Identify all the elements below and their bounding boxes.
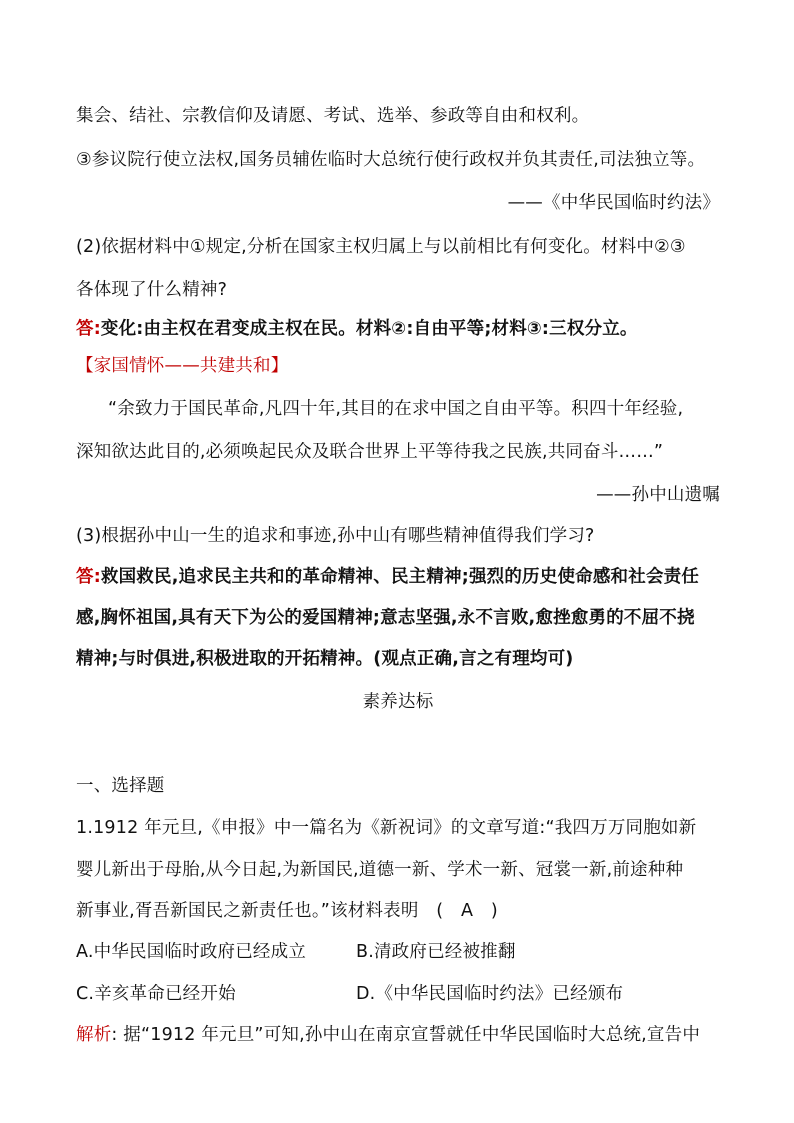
- answer-label: 答:: [76, 567, 101, 587]
- option-c: C.辛亥革命已经开始: [76, 984, 236, 1004]
- quote-source: ——孙中山遗嘱: [596, 485, 720, 505]
- answer-text: 救国救民,追求民主共和的革命精神、民主精神;强烈的历史使命感和社会责任: [100, 567, 700, 587]
- section-title: 素养达标: [362, 692, 434, 712]
- question-2-line: 各体现了什么精神?: [76, 280, 228, 300]
- answer-3-line: 感,胸怀祖国,具有天下为公的爱国精神;意志坚强,永不言败,愈挫愈勇的不屈不挠: [76, 608, 695, 628]
- analysis-label: 解析: [76, 1025, 112, 1045]
- question-1-line: 新事业,胥吾新国民之新责任也。”该材料表明 ( A ): [76, 901, 498, 921]
- question-2-line: (2)依据材料中①规定,分析在国家主权归属上与以前相比有何变化。材料中②③: [76, 237, 686, 257]
- material-source: ——《中华民国临时约法》: [507, 193, 720, 213]
- answer-2: [76, 317, 720, 341]
- part-heading: 一、选择题: [76, 776, 165, 796]
- answer-3-line: [76, 565, 720, 589]
- analysis-text: : 据“1912 年元旦”可知,孙中山在南京宣誓就任中华民国临时大总统,宣告中: [111, 1025, 701, 1045]
- question-1-line: 1.1912 年元旦,《申报》中一篇名为《新祝词》的文章写道:“我四万万同胞如新: [76, 818, 697, 838]
- option-d: D.《中华民国临时约法》已经颁布: [356, 984, 624, 1004]
- question-1-line: 婴儿新出于母胎,从今日起,为新国民,道德一新、学术一新、冠裳一新,前途种种: [76, 860, 684, 880]
- answer-text: 变化:由主权在君变成主权在民。材料②:自由平等;材料③:三权分立。: [100, 319, 638, 339]
- question-3: (3)根据孙中山一生的追求和事迹,孙中山有哪些精神值得我们学习?: [76, 526, 595, 546]
- section-tag: 【家国情怀——共建共和】: [76, 356, 289, 376]
- quote-line: 深知欲达此目的,必须唤起民众及联合世界上平等待我之民族,共同奋斗……”: [76, 442, 664, 462]
- material-line: 集会、结社、宗教信仰及请愿、考试、选举、参政等自由和权利。: [76, 106, 590, 126]
- option-a: A.中华民国临时政府已经成立: [76, 942, 307, 962]
- answer-label: 答:: [76, 319, 101, 339]
- answer-3-line: 精神;与时俱进,积极进取的开拓精神。(观点正确,言之有理均可): [76, 649, 574, 669]
- quote-line: “余致力于国民革命,凡四十年,其目的在求中国之自由平等。积四十年经验,: [108, 399, 684, 419]
- analysis-line: [76, 1023, 720, 1047]
- material-line: ③参议院行使立法权,国务员辅佐临时大总统行使行政权并负其责任,司法独立等。: [76, 150, 706, 170]
- option-b: B.清政府已经被推翻: [356, 942, 516, 962]
